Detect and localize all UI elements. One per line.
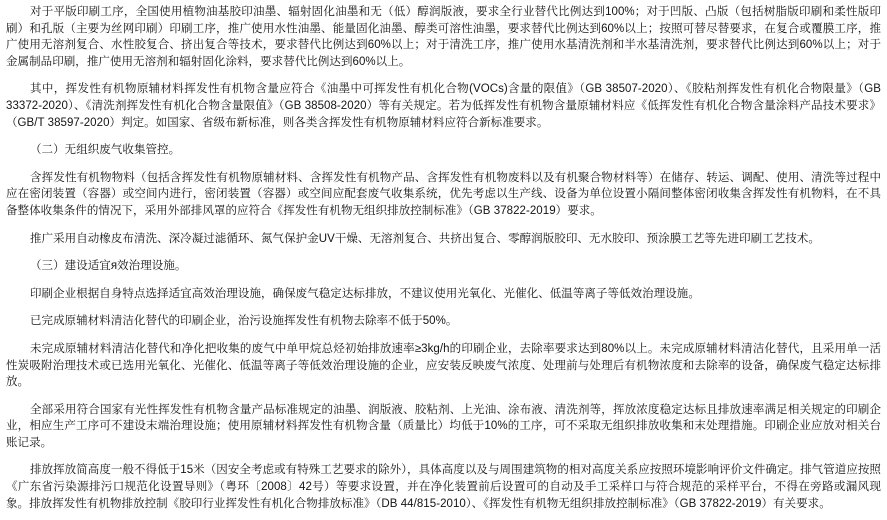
paragraph: 全部采用符合国家有光性挥发性有机物含量产品标准规定的油墨、润版液、胶粘剂、上光油、涂布液、清洗剂等，挥放浓度稳定达标且排放速率满足相关规定的印刷企业，相应生产工序可不建设末端治理设施；使用原辅材料挥发性有机物含量（质量比）均低于10%的工序，可不采取无组织排放收集和末处理措施。印刷企业应放对相关台账记录。 [6, 403, 881, 449]
paragraph: 未完成原辅材料清洁化替代和净化把收集的废气中单甲烷总烃初始排放速率≥3kg/h的印刷企业，去除率要求达到80%以上。未完成原辅材料清洁化替代，且采用单一活性炭吸附治理技术或已选用光氧化、光催化、低温等离子等低效治理设施的企业，应安装反映废气浓度、处理前与处理后有机物浓度和去除率的设备，确保废气稳定达标排放。 [6, 342, 881, 389]
paragraph: 对于平版印刷工序，全国使用植物油基胶印油墨、辐射固化油墨和无（低）醇润版液，要求全行业替代比例达到100%；对于凹版、凸版（包括树脂版印刷和柔性版印刷）和孔版（主要为丝网印刷）印刷工序，推广使用水性油墨、能量固化油墨、醇类可溶性油墨，要求替代比例达到60%以上；按照可替尽替要求，在复合或覆膜工序，推广使用无溶剂复合、水性胶复合、挤出复合等技术，要求替代比例达到60%以上；对于清洗工序，推广使用水基清洗剂和半水基清洗剂，要求替代比例达到60%以上；对于金属制品印刷，推广使用无溶剂和辐射固化涂料，要求替代比例达到60%以上。 [6, 6, 881, 68]
section-heading: （二）无组织废气收集管控。 [30, 144, 181, 157]
paragraph: 排放挥放简高度一般不得低于15米（因安全考虑或有特殊工艺要求的除外），具体高度以及与周围建筑物的相对高度关系应按照环境影响评价文件确定。排气管道应按照《广东省污染源排污口规范化设置导则》（粤环〔2008〕42号）等要求设置，并在净化装置前后设置可的自动及手工采样口与符合规范的采样平台，不得在旁路或漏风现象。排放挥发性有机物排放控制《胶印行业挥发性有机化合物排放标准》（DB 44/815-2010）、《挥发性有机物无组织排放控制标准》（GB 37822-2019）有关要求。 [6, 464, 881, 510]
paragraph: 其中，挥发性有机物原辅材料挥发性有机物含量应符合《油墨中可挥发性有机化合物(VOCs)含量的限值》（GB 38507-2020）、《胶粘剂挥发性有机化合物限量》（GB 33372-2020）、《清洗剂挥发性有机化合物含量限值》（GB 38508-2020）等有关规定。若为低挥发性有机物含量原辅材料应《低挥发性有机化合物含量涂料产品技术要求》（GB/T 38597-2020）判定。如国家、省级布新标准，则各类含挥发性有机物原辅材料应符合新标准要求。 [6, 83, 881, 129]
section-heading: （三）建设适宜я效治理设施。 [30, 260, 187, 273]
paragraph: 推广采用自动橡皮布清洗、深冷凝过滤循环、氮气保护金UV干燥、无溶剂复合、共挤出复合、零醇润版胶印、无水胶印、预涂膜工艺等先进印刷工艺技术。 [30, 232, 820, 245]
paragraph: 已完成原辅材料清洁化替代的印刷企业，治污设施挥发性有机物去除率不低于50%。 [30, 315, 458, 328]
paragraph: 印刷企业根据自身特点选择适宜高效治理设施，确保废气稳定达标排放，不建议使用光氧化、光催化、低温等离子等低效治理设施。 [30, 287, 700, 300]
paragraph: 含挥发性有机物物料（包括含挥发性有机物原辅材料、含挥发性有机物产品、含挥发性有机物废料以及有机聚合物材料等）在储存、转运、调配、使用、清洗等过程中应在密闭装置（容器）或空间内进行，密闭装置（容器）或空间应配套废气收集系统，优先考虑以生产线、设备为单位设置小隔间整体密闭收集含挥发性有机物料，在不具备整体收集条件的情况下，采用外部排风罩的应符合《挥发性有机物无组织排放控制标准》（GB 37822-2019）要求。 [6, 171, 881, 217]
